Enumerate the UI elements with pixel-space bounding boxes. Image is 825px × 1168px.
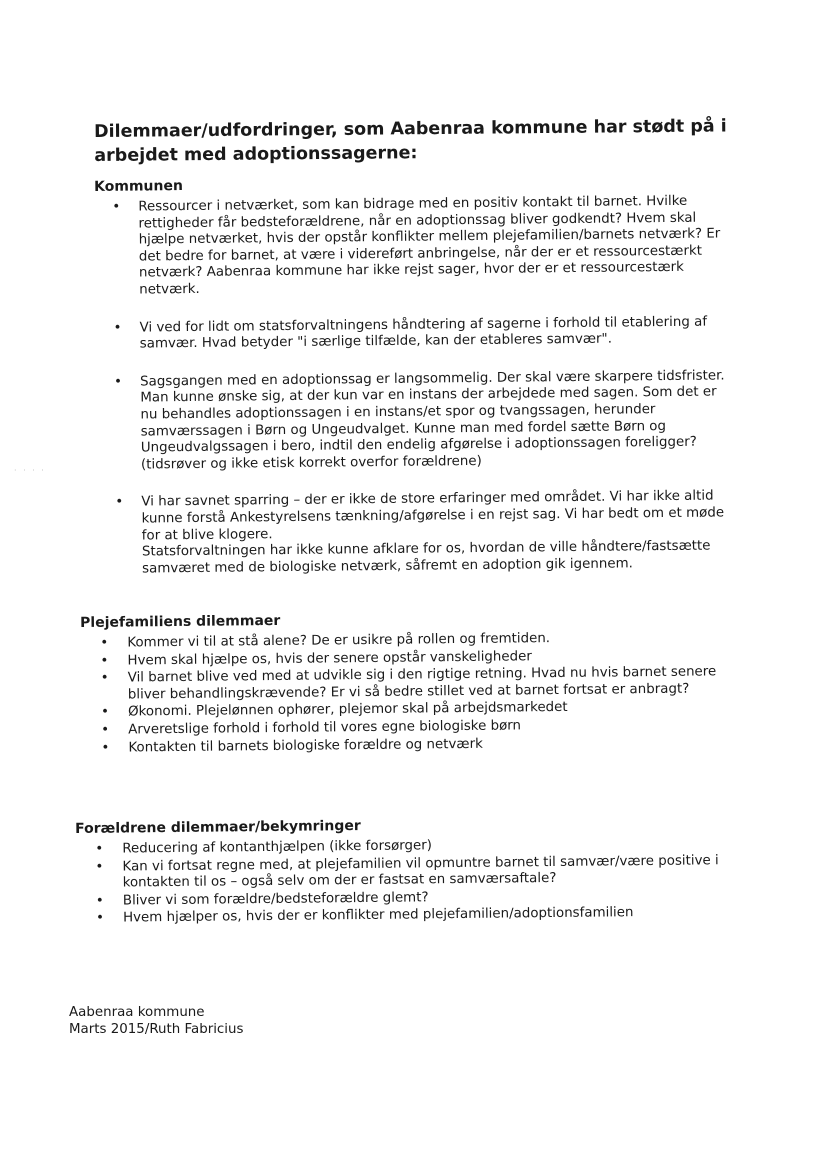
bullet-list bbox=[75, 835, 753, 928]
list-item bbox=[95, 314, 731, 354]
list-item-text: Kommer vi til at stå alene? De er usikre på rollen og fremtiden. bbox=[127, 631, 551, 651]
list-item-text: Kan vi fortsat regne med, at plejefamilien vil opmuntre barnet til samvær/være positive i kontakten til os – også selv om der er fastsat en samværsaftale? bbox=[122, 852, 719, 891]
section-foraeldrene bbox=[75, 813, 753, 929]
document-footer bbox=[69, 1004, 243, 1038]
list-item bbox=[96, 368, 733, 474]
list-item-text: Hvem skal hjælpe os, hvis der senere opstår vanskeligheder bbox=[127, 648, 532, 669]
list-item bbox=[75, 853, 752, 893]
bullet-list bbox=[80, 629, 758, 757]
list-item-text: Vi ved for lidt om statsforvaltningens håndtering af sagerne i forhold til etablering af samvær. Hvad betyder "i særlige tilfælde, kan der etableres samvær". bbox=[139, 314, 708, 352]
list-item-text: Økonomi. Plejelønnen ophører, plejemor skal på arbejdsmarkedet bbox=[127, 700, 568, 720]
list-item-text: Reducering af kontanthjælpen (ikke forsørger) bbox=[122, 838, 433, 857]
list-item-text: Ressourcer i netværket, som kan bidrage med en positiv kontakt til barnet. Hvilke rettigheder får bedsteforældrene, når en adoptionssag bliver godkendt? Hvem skal hjælpe netværket, hvis der opstår konflikter mellem plejefamilien/barnets netværk? Er det bedre for barnet, at være i videreført anbringelse, når der er et ressourcestærkt netværk? Aabenraa kommune har ikke rejst sager, hvor der er et ressourcestærk netværk. bbox=[138, 193, 721, 298]
list-item-text: Kontakten til barnets biologiske forældre og netværk bbox=[128, 736, 483, 756]
list-item-text: Arveretslige forhold i forhold til vores egne biologiske børn bbox=[128, 718, 522, 738]
scan-artifact: · · · · bbox=[14, 466, 46, 475]
list-item bbox=[81, 664, 758, 704]
list-item-text: Vil barnet blive ved med at udvikle sig i den rigtige retning. Hvad nu hvis barnet senere bliver behandlingskrævende? Er vi så bedre stillet ved at barnet fortsat er anbragt? bbox=[127, 664, 717, 703]
list-item-text: Vi har savnet sparring – der er ikke de store erfaringer med området. Vi har ikke altid kunne forstå Ankestyrelsens tænkning/afgørelse i en rejst sag. Vi har bedt om et møde for at blive klogere. bbox=[141, 488, 725, 544]
list-item-text: Hvem hjælper os, hvis der er konflikter med plejefamilien/adoptionsfamilien bbox=[122, 905, 634, 926]
bullet-list bbox=[94, 193, 734, 578]
list-item-text: Sagsgangen med en adoptionssag er langsommelig. Der skal være skarpere tidsfrister. Man kunne ønske sig, at der kun var en instans der arbejdede med sagen. Som det er nu behandles adoptionssagen i en instans/et spor og tvangssagen, herunder samværssagen i Børn og Ungeudvalget. Kunne man med fordel sætte Børn og Ungeudvalgssagen i bero, indtil den endelig afgørelse i adoptionssagen foreligger? (tidsrøver og ikke etisk korrekt overfor forældrene) bbox=[140, 368, 725, 473]
list-item bbox=[94, 193, 731, 299]
list-item-continuation: Statsforvaltningen har ikke kunne afklare for os, hvordan de ville håndtere/fastsætte samværet med de biologiske netværk, såfremt en adoption gik igennem. bbox=[141, 538, 711, 577]
section-plejefamilien bbox=[80, 607, 758, 758]
footer-date-author: Marts 2015/Ruth Fabricius bbox=[69, 1022, 244, 1037]
section-heading: Forældrene dilemmaer/bekymringer bbox=[75, 818, 361, 837]
document-title: Dilemmaer/udfordringer, som Aabenraa kommune har stødt på i arbejdet med adoptionssagerne: bbox=[94, 116, 727, 166]
list-item-text: Bliver vi som forældre/bedsteforældre glemt? bbox=[122, 890, 429, 909]
section-heading: Kommunen bbox=[94, 178, 183, 195]
section-kommunen bbox=[94, 171, 734, 599]
list-item bbox=[97, 489, 734, 579]
footer-organization: Aabenraa kommune bbox=[69, 1005, 205, 1020]
section-heading: Plejefamiliens dilemmaer bbox=[80, 612, 281, 631]
